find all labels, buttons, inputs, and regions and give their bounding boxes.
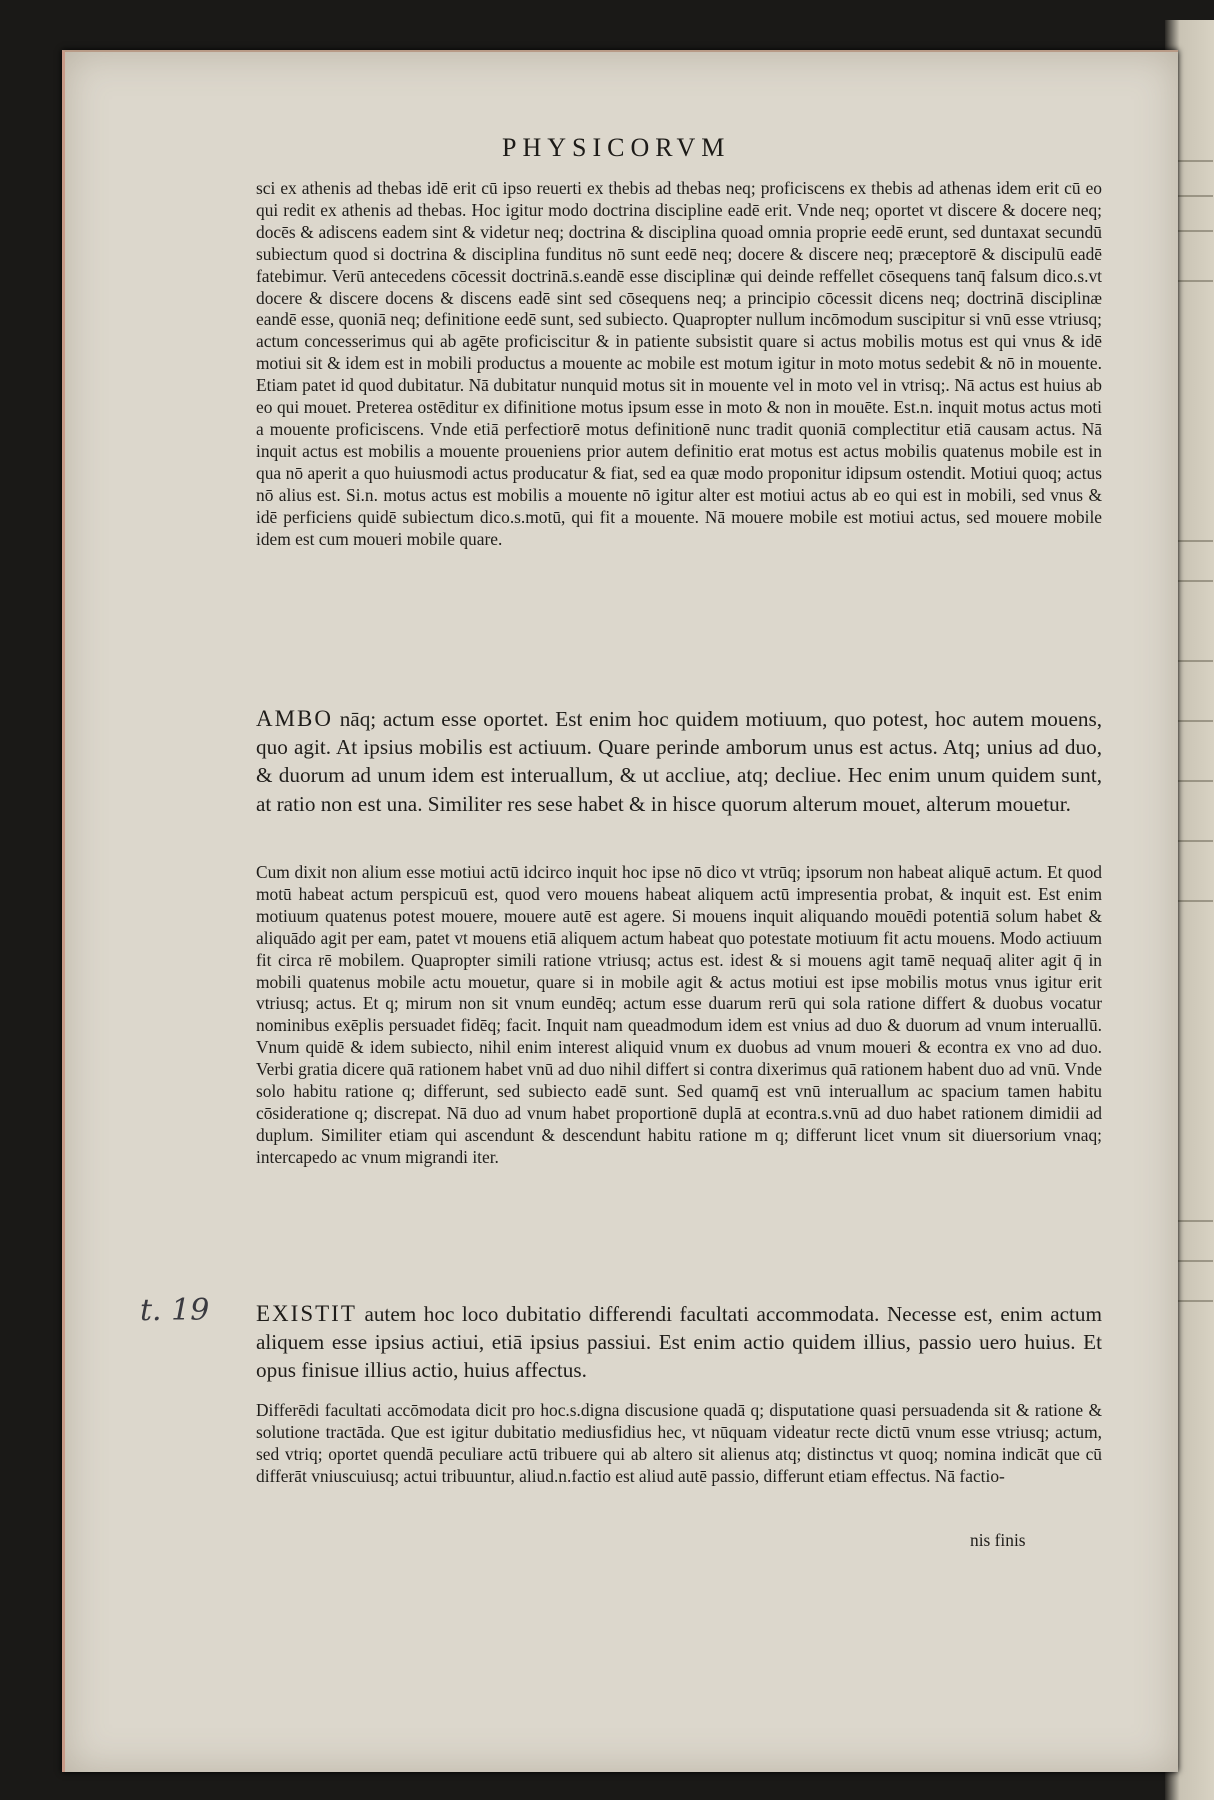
commentary-paragraph-2: Cum dixit non alium esse motiui actū idcirco inquit hoc ipse nō dico vt vtrūq; ipsorum non habeat aliquē actum. Et quod motū habeat actum perspicuū est, quod vero mouens habeat aliquem actū impresentia probat, & inquit est. Est enim motiuum quatenus potest mouere, mouere autē est agere. Si mouens inquit aliquando mouēdi potentiā solum habet & aliquādo agit per eam, patet vt mouens etiā aliquem actum habeat quo potestate motiuum fit actu mouens. Modo actiuum fit circa rē mobilem. Quapropter simili ratione vtriusq; actus est. idest & si mouens agit tamē nequaq̄ aliter agit q̄ in mobili quatenus mobile actu mouetur, quare si in mobile agit & actus motiui est ipse mobilis motus vnus igitur erit vtriusq; actus. Et q; mirum non sit vnum eundēq; actum esse duarum rerū qui sola ratione differt & duobus vocatur nominibus exēplis persuadet fidēq; facit. Inquit nam queadmodum idem est vnius ad duo & duorum ad vnum interuallū. Vnum quidē & idem subiecto, nihil enim interest aliquid vnum ex duobus ad vnum moueri & econtra ex vno ad duo. Verbi gratia dicere quā rationem habet vnū ad duo nihil differt si contra dixerimus quā rationem habent duo ad vnū. Vnde solo habitu ratione q; differunt, sed subiecto eadē sunt. Sed quamq̄ est vnū interuallum ac spacium tamen habitu cōsideratione q; discrepat. Nā duo ad vnum habet proportionē duplā at econtra.s.vnū ad duo habet rationem dimidii ad duplum. Similiter etiam qui ascendunt & descendunt habitu ratione m q; differunt licet vnum sit diuersorium vnaq; intercapedo ac vnum migrandi iter. [256,862,1102,1167]
catchword: nis finis [970,1530,1026,1550]
aristotle-text-2 [256,1300,1102,1385]
commentary-paragraph-1: sci ex athenis ad thebas idē erit cū ipso reuerti ex thebis ad thebas neq; proficiscens ex thebis ad athenas idem erit cū eo qui redit ex athenis ad thebas. Hoc igitur modo doctrina discipline eadē erit. Vnde neq; oportet vt discere & docere neq; docēs & adiscens eadem sint & videtur neq; doctrina & disciplina quoad omnia proprie eedē erunt, sed duntaxat secundū subiectum quod si doctrina & disciplina funditus nō sunt eedē neq; docere & discere neq; præceptorē & discipulū eadē fatebimur. Verū antecedens cōcessit doctrinā.s.eandē esse disciplinæ qui deinde reffellet cōsequens tanq̄ falsum dico.s.vt docere & discere docens & discens eadē sint sed cōsequens neq; a principio cōcessit dicens neq; doctrinā disciplinæ eandē esse, quoniā neq; definitione eedē sunt, sed subiecto. Quapropter nullum incōmodum suscipitur si vnū esse vtriusq; actum concesserimus qui ab agēte proficiscitur & in patiente subsistit quare si actus mobilis motus est qui vnus & idē motiui sit & idem est in mobili productus a mouente ac mobile est motum igitur in moto motus sedebit & nō in mouente. Etiam patet id quod dubitatur. Nā dubitatur nunquid motus sit in mouente vel in moto vel in vtrisq;. Nā actus est huius ab eo qui mouet. Preterea ostēditur ex difinitione motus ipsum esse in moto & non in mouēte. Est.n. inquit motus actus moti a mouente proficiscens. Vnde etiā perfectiorē motus definitionē nunc tradit quoniā complectitur etiā causam actus. Nā inquit actus est mobilis a mouente proueniens prior autem definitio erat motus est actus mobilis quatenus mobile est in qua nō aperit a quo huiusmodi actus producatur & fiat, sed ea quæ modo proponitur idipsum ostendit. Motiui quoq; actus nō alius est. Si.n. motus actus est mobilis a mouente nō igitur alter est motiui actus ab eo qui est in mobili, sed vnus & idē perficiens quidē subiectum dico.s.motū, qui fit a mouente. Nā mouere mobile est motiui actus, sed mouere mobile idem est cum moueri mobile quare. [256,178,1102,549]
aristotle-text-1-body: nāq; actum esse oportet. Est enim hoc quidem motiuum, quo potest, hoc autem mouens, quo agit. At ipsius mobilis est actiuum. Quare perinde amborum unus est actus. Atq; unius ad duo, & duorum ad unum idem est interuallum, & ut accliue, atq; decliue. Hec enim unum quidem sunt, at ratio non est una. Similiter res sese habet & in hisce quorum alterum mouet, alterum mouetur. [256,707,1103,816]
lemma-existit: EXISTIT [256,1301,357,1326]
margin-note: t. 19 [140,1293,210,1328]
aristotle-text-1 [256,705,1102,818]
lemma-ambo: AMBO [256,706,334,731]
running-head: PHYSICORVM [502,133,731,162]
commentary-paragraph-3: Differēdi facultati accōmodata dicit pro hoc.s.digna discusione quadā q; disputatione quasi persuadenda sit & ratione & solutione tractāda. Que est igitur dubitatio mediusfidius hec, vt nūquam videatur recte dictū vnum esse vtriusq; actum, sed vtriq; oportet quendā peculiare actū tribuere qui ab altero sit alienus atq; distinctus vt quoq; nomina indicāt que cū differāt vniuscuiusq; actui tribuuntur, aliud.n.factio est aliud autē passio, differunt etiam effectus. Nā factio- [256,1400,1102,1486]
aristotle-text-2-body: autem hoc loco dubitatio differendi facultati accommodata. Necesse est, enim actum aliquem esse ipsius actiui, etiā ipsius passiui. Est enim actio quidem illius, passio uero huius. Et opus finisue illius actio, huius affectus. [256,1302,1102,1383]
